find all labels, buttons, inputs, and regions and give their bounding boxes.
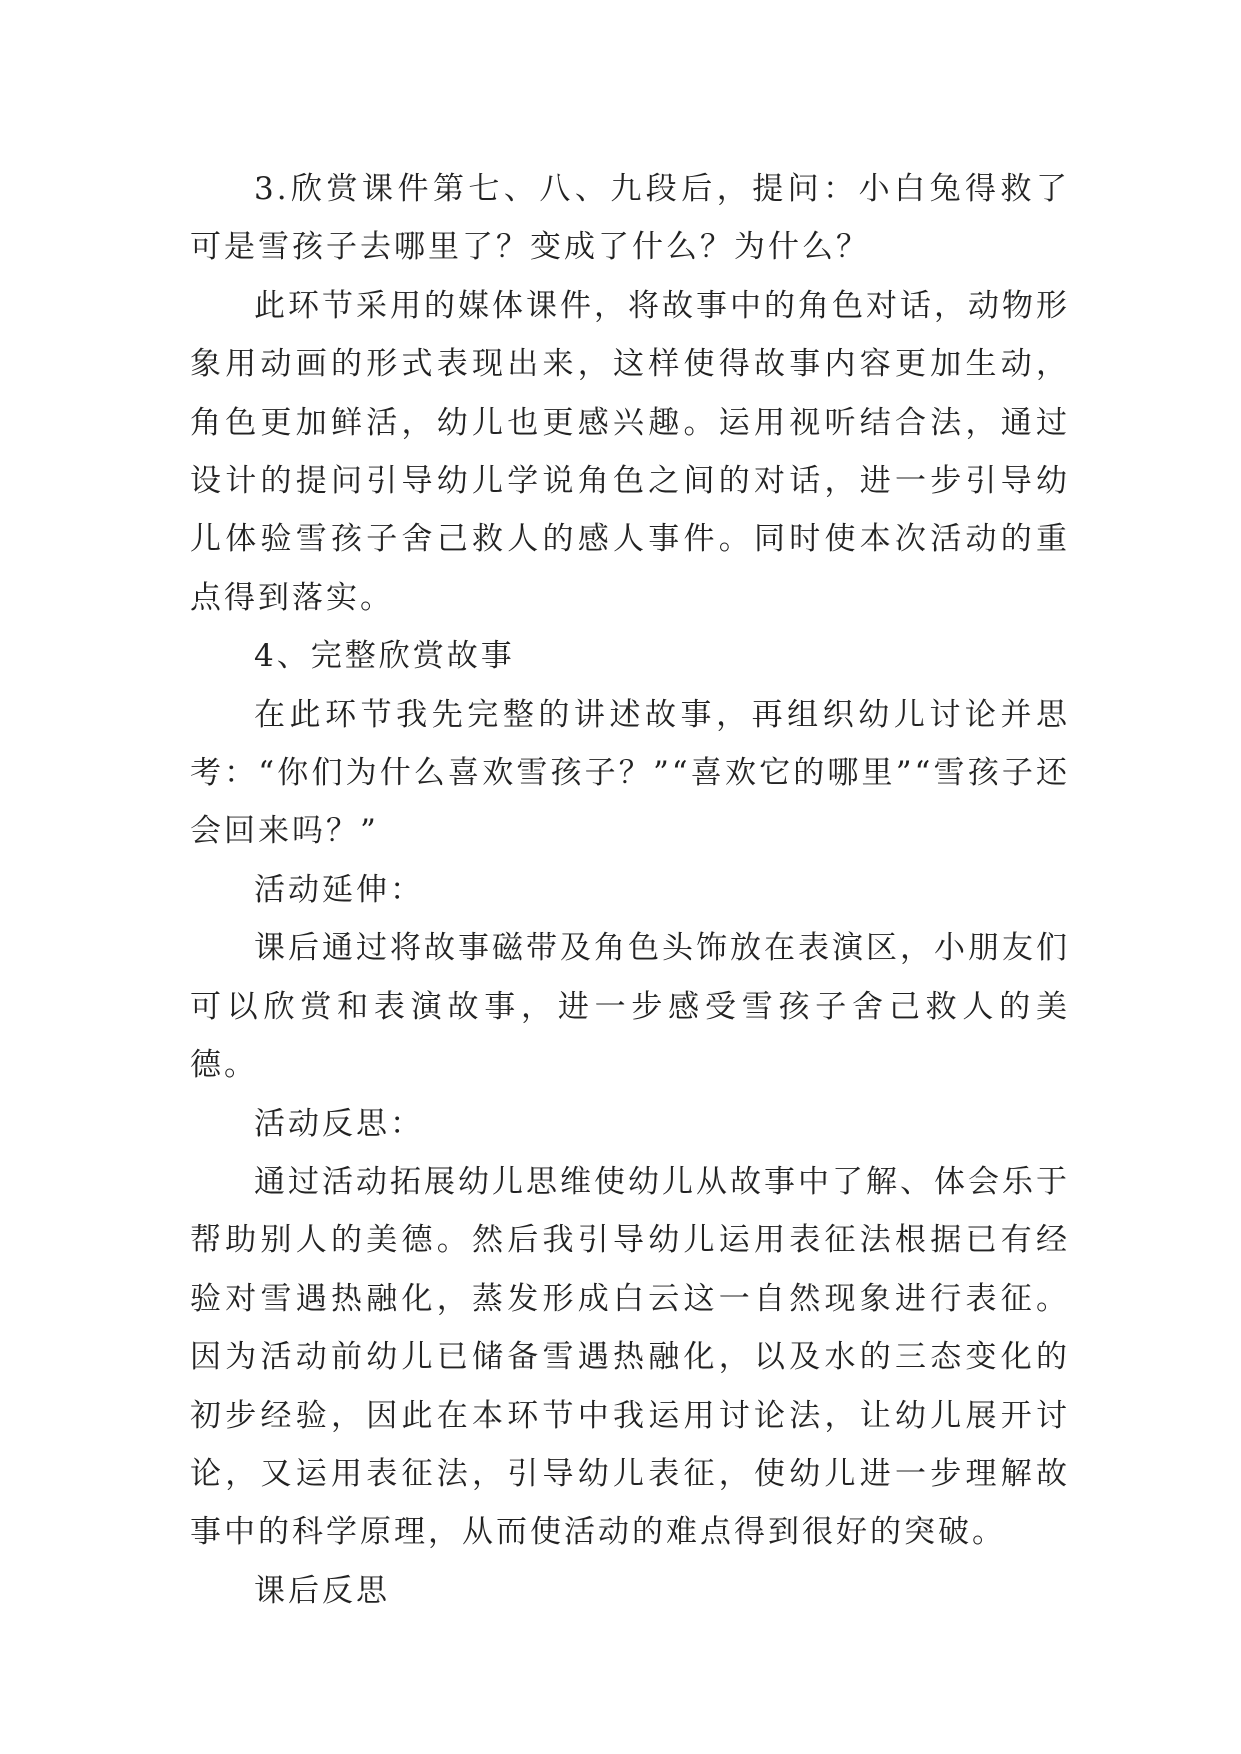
- heading-step-4: 4、完整欣赏故事: [254, 638, 515, 675]
- heading-activity-reflection: 活动反思：: [254, 1105, 424, 1142]
- paragraph-question-step-3: 3.欣赏课件第七、八、九段后，提问：小白兔得救了可是雪孩子去哪里了？变成了什么？为什么？: [190, 171, 1070, 266]
- paragraph-media-explanation: 此环节采用的媒体课件，将故事中的角色对话，动物形象用动画的形式表现出来，这样使得故事内容更加生动，角色更加鲜活，幼儿也更感兴趣。运用视听结合法，通过设计的提问引导幼儿学说角色之间的对话，进一步引导幼儿体验雪孩子舍己救人的感人事件。同时使本次活动的重点得到落实。: [190, 287, 1070, 616]
- heading-activity-extension: 活动延伸：: [254, 871, 424, 908]
- document-body: [190, 160, 1070, 1620]
- heading-after-class-reflection: 课后反思: [254, 1572, 390, 1609]
- paragraph-activity-reflection: 通过活动拓展幼儿思维使幼儿从故事中了解、体会乐于帮助别人的美德。然后我引导幼儿运用表征法根据已有经验对雪遇热融化，蒸发形成白云这一自然现象进行表征。因为活动前幼儿已储备雪遇热融化，以及水的三态变化的初步经验，因此在本环节中我运用讨论法，让幼儿展开讨论，又运用表征法，引导幼儿表征，使幼儿进一步理解故事中的科学原理，从而使活动的难点得到很好的突破。: [190, 1163, 1070, 1551]
- paragraph-activity-extension: 课后通过将故事磁带及角色头饰放在表演区，小朋友们可以欣赏和表演故事，进一步感受雪孩子舍己救人的美德。: [190, 930, 1070, 1084]
- paragraph-full-story: 在此环节我先完整的讲述故事，再组织幼儿讨论并思考：“你们为什么喜欢雪孩子？”“喜欢它的哪里”“雪孩子还会回来吗？”: [190, 696, 1070, 850]
